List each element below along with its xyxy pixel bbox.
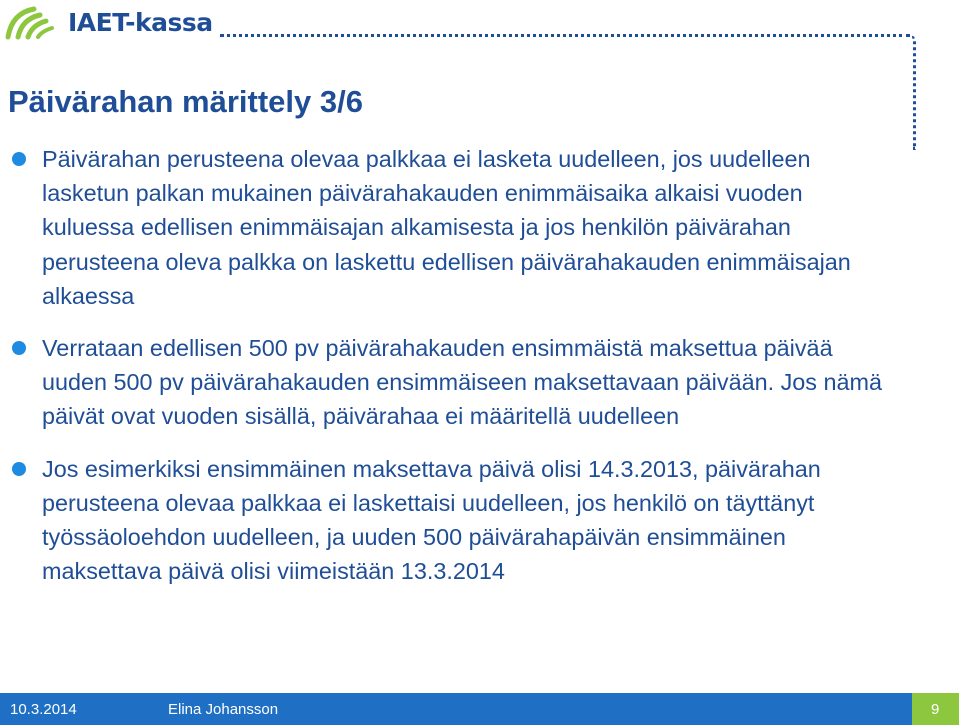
page-title: Päivärahan märittely 3/6 (8, 84, 363, 119)
bullet-text: Jos esimerkiksi ensimmäinen maksettava päivä olisi 14.3.2013, päivärahan perusteena olevaa palkkaa ei laskettaisi uudelleen, jos henkilö on täyttänyt työssäoloehdon uudelleen, ja uuden 500 päivärahapäivän ensimmäinen maksettava päivä olisi viimeistään 13.3.2014 (42, 455, 821, 585)
bullet-dot-icon (12, 462, 26, 476)
page-number: 9 (931, 701, 940, 718)
bullet-item (12, 142, 892, 313)
footer-author: Elina Johansson (168, 701, 279, 718)
bullet-list (12, 142, 892, 606)
bullet-dot-icon (12, 152, 26, 166)
footer-date: 10.3.2014 (10, 701, 77, 718)
bullet-text: Päivärahan perusteena olevaa palkkaa ei lasketa uudelleen, jos uudelleen lasketun palkan mukainen päivärahakauden enimmäisaika alkaisi vuoden kuluessa edellisen enimmäisajan alkamisesta ja jos henkilön päivärahan perusteena oleva palkka on laskettu edellisen päivärahakauden enimmäisajan alkaessa (42, 146, 851, 309)
bullet-text: Verrataan edellisen 500 pv päivärahakauden ensimmäistä maksettua päivää uuden 500 pv päivärahakauden ensimmäiseen maksettavaan päivään. Jos nämä päivät ovat vuoden sisällä, päivärahaa ei määritellä uudelleen (42, 335, 883, 430)
header-dotted-corner (907, 34, 916, 150)
arc-swoosh-logo-icon (4, 3, 66, 41)
bullet-dot-icon (12, 341, 26, 355)
bullet-item (12, 452, 892, 589)
brand-logo (4, 2, 213, 42)
footer-bar (0, 693, 959, 725)
bullet-item (12, 331, 892, 434)
header-dotted-rule (220, 34, 910, 37)
logo-text: IAET-kassa (68, 7, 213, 37)
